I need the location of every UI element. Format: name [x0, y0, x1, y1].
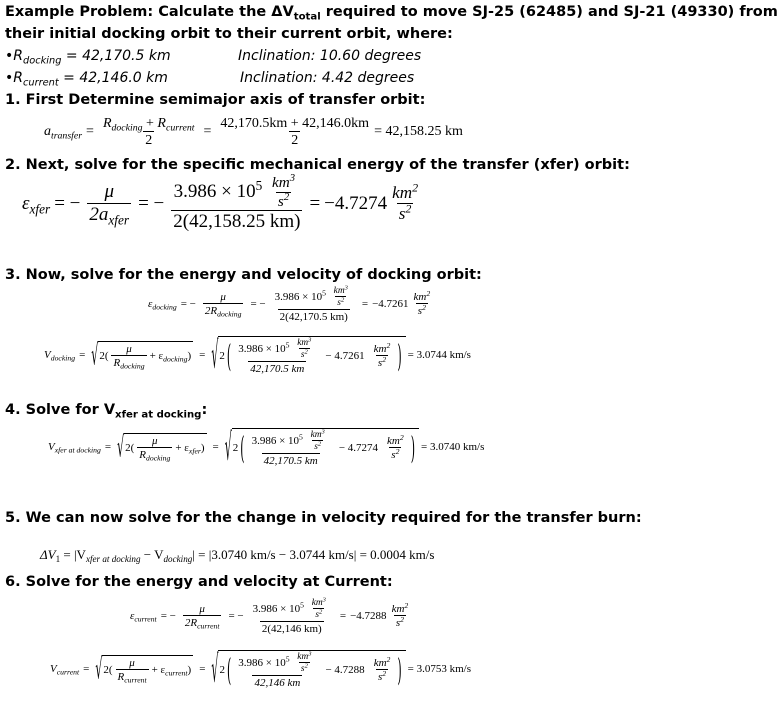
eq8-lhs: $V_{current}$	[50, 663, 80, 677]
eq3-lhs: $\varepsilon_{docking}$	[148, 298, 177, 312]
equation-xfer-velocity-at-docking: $V_{xfer at docking}$ = √ 2( μ $R_{docking}$ + $\varepsilon_{xfer}$ ) = √ 2 ( $3.986 \times 10^5$ $\frac{km^3}{s^2}$ 42,170.5 km − 4.7274 $km^2$ $s^2$ ) = 3.0740 km/s	[48, 425, 485, 470]
equation-docking-energy: $\varepsilon_{docking}$ = − μ $2R_{docking}$ = − $3.986 \times 10^5$ $\frac{km^3}{s^2}$ 2(42,170.5 km) = −4.7261 $km^2$ $s^2$	[148, 284, 431, 323]
eq1-lhs: $a_{transfer}$	[44, 124, 83, 142]
eq2-frac-numeric: $3.986 \times 10^5$ $\frac{km^3}{s^2}$ 2(42,158.25 km)	[173, 173, 301, 233]
param-inclination-current: Inclination: 4.42 degrees	[240, 70, 415, 86]
param-inclination-docking: Inclination: 10.60 degrees	[238, 48, 422, 64]
eq4-lhs: $V_{docking}$	[44, 349, 76, 363]
equation-current-velocity: $V_{current}$ = √ 2( μ $R_{current}$ + $\varepsilon_{current}$ ) = √ 2 ( $3.986 \times 10^5$ $\frac{km^3}{s^2}$ 42,146 km − 4.7288 $km^2$ $s^2$ ) = 3.0753 km/s	[50, 647, 472, 692]
step-3-heading: 3. Now, solve for the energy and velocity of docking orbit:	[5, 267, 482, 283]
eq7-lhs: $\varepsilon_{current}$	[130, 610, 157, 624]
equation-transfer-energy: $\varepsilon_{xfer}$ = − μ $2a_{xfer}$ = − $3.986 \times 10^5$ $\frac{km^3}{s^2}$ 2(42,158.25 km) = −4.7274 $km^2$ $s^2$	[22, 173, 419, 233]
eq1-result: = 42,158.25 km	[374, 124, 463, 140]
step-6-heading: 6. Solve for the energy and velocity at Current:	[5, 574, 393, 590]
eq2-frac-symbolic: μ $2a_{xfer}$	[89, 181, 130, 228]
param-r-docking: $•R_{docking} = 42,170.5$ km	[5, 48, 171, 67]
eq2-result: −4.7274	[324, 193, 388, 215]
equation-current-energy: $\varepsilon_{current}$ = − μ $2R_{current}$ = − $3.986 \times 10^5$ $\frac{km^3}{s^2}$ 2(42,146 km) = −4.7288 $km^2$ $s^2$	[130, 596, 409, 635]
eq5-lhs: $V_{xfer at docking}$	[48, 441, 101, 455]
step-2-heading: 2. Next, solve for the specific mechanical energy of the transfer (xfer) orbit:	[5, 157, 630, 173]
equation-docking-velocity: $V_{docking}$ = √ 2( μ $R_{docking}$ + $\varepsilon_{docking}$ ) = √ 2 ( $3.986 \times 10^5$ $\frac{km^3}{s^2}$ 42,170.5 km − 4.7261 $km^2$ $s^2$ ) = 3.0744 km/s	[44, 333, 471, 378]
eq1-frac-symbolic: $R_{docking} + R_{current}$ 2	[102, 116, 195, 149]
eq2-lhs: $\varepsilon_{xfer}$	[22, 193, 51, 217]
eq1-frac-numeric: $\frac{42,170.5km + 42,146.0km}{2}$	[220, 116, 370, 149]
problem-statement-line1: Example Problem: Calculate the $\Delta V_{total}$ required to move SJ-25 (62485) and SJ-21 (49330) from	[5, 4, 778, 23]
step-4-heading: 4. Solve for $V_{xfer at docking}$:	[5, 402, 208, 421]
eq2-result-unit: $km^2$ $s^2$	[392, 180, 419, 224]
step-5-heading: 5. We can now solve for the change in velocity required for the transfer burn:	[5, 510, 642, 526]
equation-delta-v1: $\Delta V_1 = |V_{xfer at docking} - V_{docking}| = |3.0740$ km/s − 3.0744 km/s| = 0.0004 km/s	[40, 547, 435, 565]
problem-statement-line2: their initial docking orbit to their current orbit, where:	[5, 26, 453, 42]
step-1-heading: 1. First Determine semimajor axis of transfer orbit:	[5, 92, 426, 108]
param-r-current: $•R_{current} = 42,146.0$ km	[5, 70, 168, 89]
equation-semimajor-axis: $a_{transfer}$ = $R_{docking} + R_{current}$ 2 = $\frac{42,170.5km + 42,146.0km}{2}$ = 42,158.25 km	[44, 116, 463, 149]
